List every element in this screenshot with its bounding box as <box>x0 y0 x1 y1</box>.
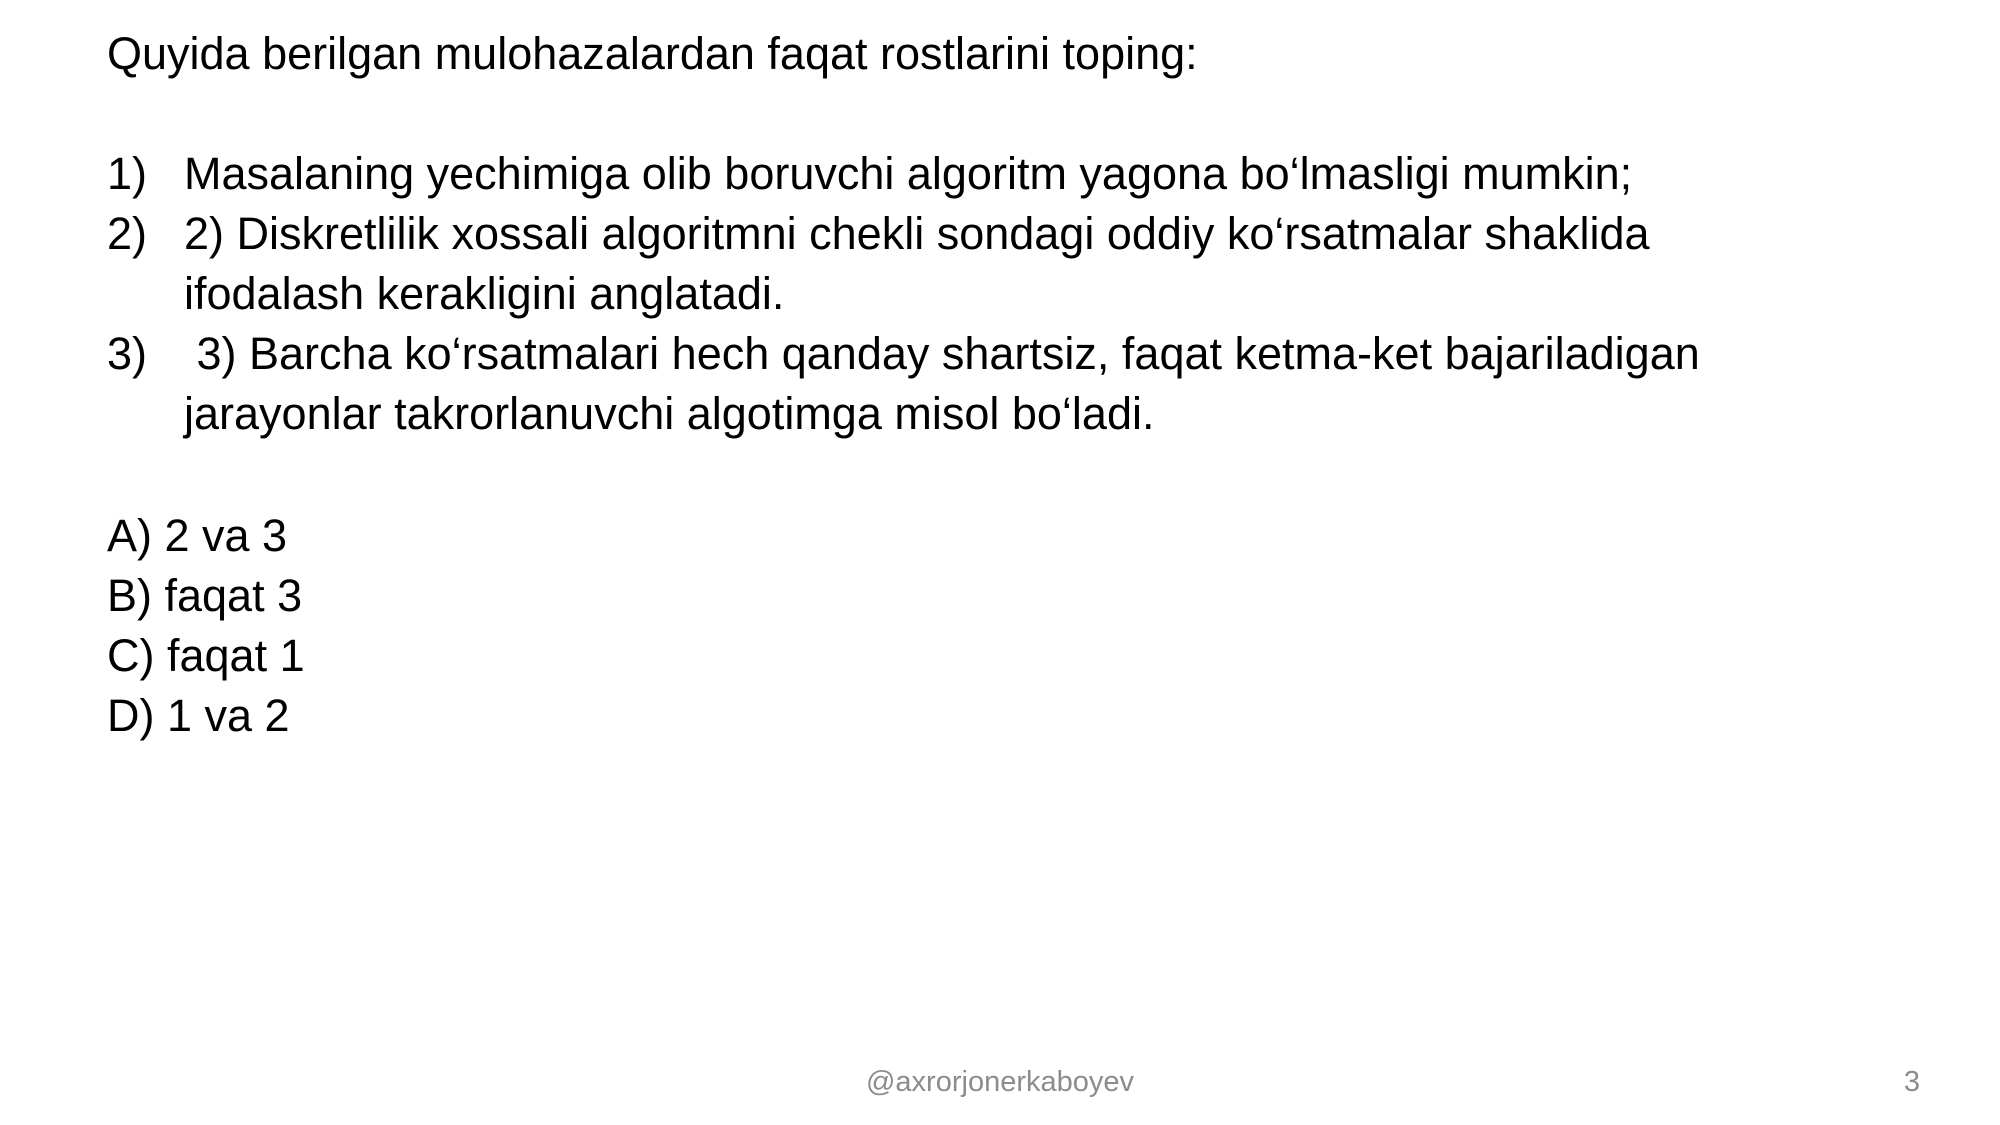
statement-text-line: jarayonlar takrorlanuvchi algotimga misol bo‘ladi. <box>184 388 1155 439</box>
statement-text-line: Masalaning yechimiga olib boruvchi algoritm yagona bo‘lmasligi mumkin; <box>184 148 1633 199</box>
statement-list <box>107 144 1927 444</box>
answer-options <box>107 506 305 746</box>
statement-text-line: 3) Barcha ko‘rsatmalari hech qanday shartsiz, faqat ketma-ket bajariladigan <box>184 328 1700 379</box>
answer-option-c: C) faqat 1 <box>107 630 305 681</box>
statement-item <box>107 144 1927 204</box>
answer-option-d: D) 1 va 2 <box>107 690 290 741</box>
statement-number: 2) <box>107 208 148 259</box>
statement-item <box>107 324 1927 444</box>
statement-text-line: 2) Diskretlilik xossali algoritmni chekli sondagi oddiy ko‘rsatmalar shaklida <box>184 208 1650 259</box>
answer-option-a: A) 2 va 3 <box>107 510 288 561</box>
statement-item <box>107 204 1927 324</box>
statement-number: 3) <box>107 328 148 379</box>
statement-number: 1) <box>107 148 148 199</box>
footer-author: @axrorjonerkaboyev <box>865 1066 1134 1098</box>
statement-text-line: ifodalash kerakligini anglatadi. <box>184 268 785 319</box>
question-title: Quyida berilgan mulohazalardan faqat rostlarini toping: <box>107 28 1198 79</box>
answer-option-b: B) faqat 3 <box>107 570 303 621</box>
slide-number: 3 <box>1903 1066 1920 1098</box>
